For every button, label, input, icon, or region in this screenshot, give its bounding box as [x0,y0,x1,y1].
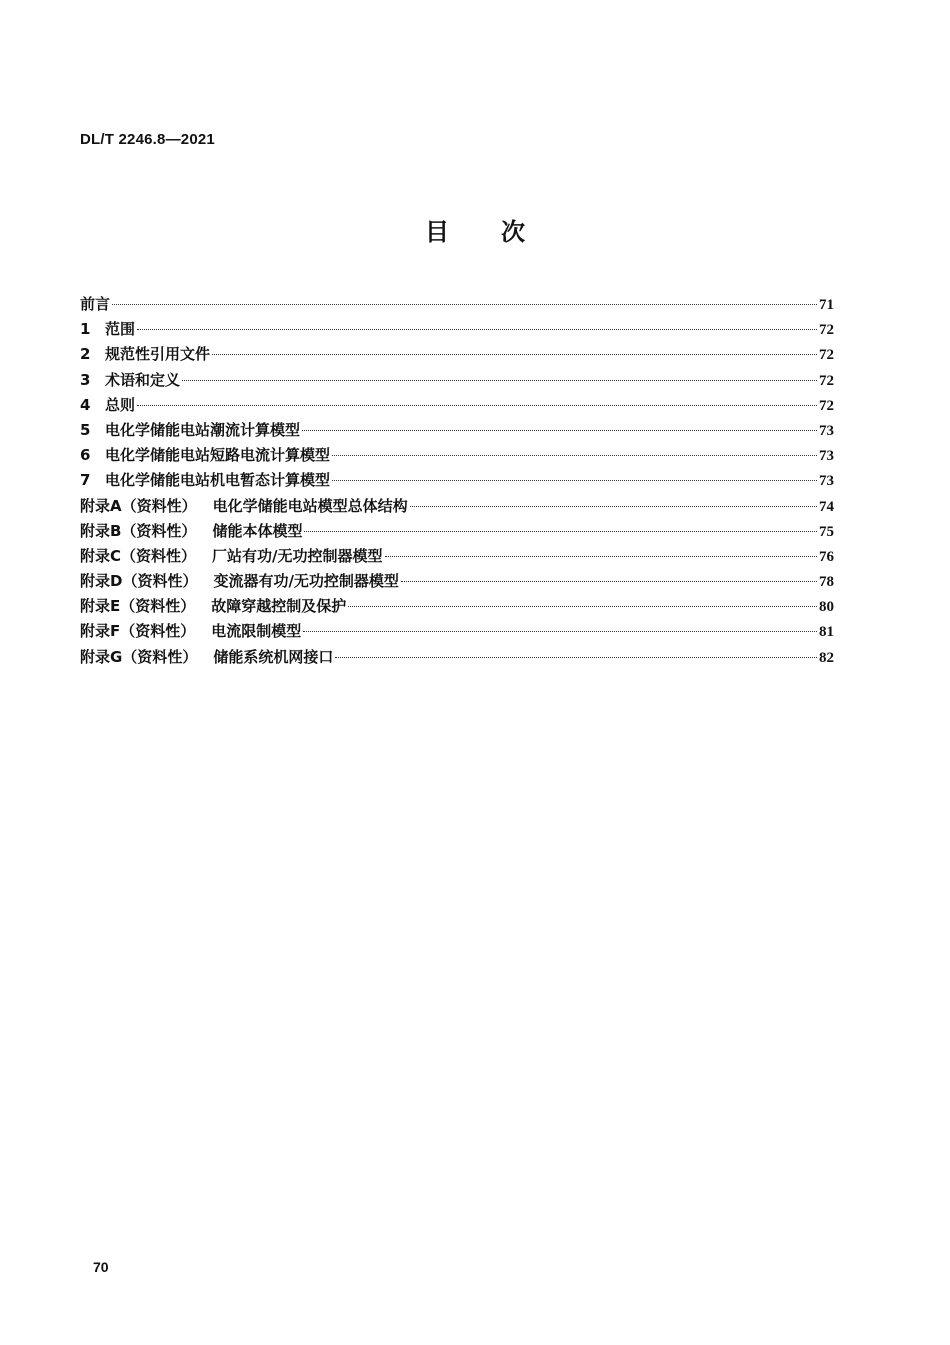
toc-entry-number: 附录D（资料性） [80,572,198,591]
toc-entry-page: 71 [819,297,834,313]
toc-entry-appendix-a[interactable] [80,494,834,519]
toc-entry-appendix-f[interactable] [80,619,834,644]
toc-dot-leader [182,380,817,381]
toc-dot-leader [303,631,817,632]
toc-dot-leader [335,657,817,658]
toc-dot-leader [385,556,818,557]
toc-entry-label: 电化学储能电站模型总体结构 [212,496,408,515]
toc-entry-appendix-c[interactable] [80,544,834,569]
toc-entry-number: 5 [80,420,91,439]
toc-entry-page: 76 [819,548,834,565]
toc-entry-appendix-d[interactable] [80,569,834,594]
toc-entry-label: 储能系统机网接口 [213,647,334,666]
toc-entry-number: 附录F（资料性） [80,622,196,641]
toc-entry-page: 81 [819,624,834,641]
toc-entry-label: 厂站有功/无功控制器模型 [212,546,383,565]
toc-entry-label: 电流限制模型 [211,622,302,641]
table-of-contents [80,292,834,670]
toc-entry-page: 72 [819,372,834,389]
toc-entry-number: 2 [80,345,91,364]
toc-entry-page: 82 [819,649,834,666]
toc-entry-number: 4 [80,395,91,414]
toc-entry-label: 电化学储能电站机电暂态计算模型 [105,471,331,490]
toc-entry-number: 3 [80,370,91,389]
toc-entry-1[interactable] [80,317,834,342]
toc-entry-page: 73 [819,422,834,439]
toc-dot-leader [137,329,817,330]
toc-entry-2[interactable] [80,342,834,367]
toc-entry-number: 附录C（资料性） [80,546,197,565]
toc-entry-number: 附录B（资料性） [80,521,197,540]
toc-entry-number: 附录G（资料性） [80,647,198,666]
toc-entry-page: 78 [819,574,834,591]
toc-entry-number: 6 [80,446,91,465]
toc-entry-page: 75 [819,523,834,540]
toc-entry-label: 变流器有功/无功控制器模型 [213,572,399,591]
toc-dot-leader [112,304,817,305]
page-number: 70 [93,1259,109,1275]
toc-dot-leader [137,405,817,406]
toc-entry-label: 电化学储能电站潮流计算模型 [105,420,301,439]
toc-entry-page: 80 [819,599,834,616]
toc-entry-3[interactable] [80,368,834,393]
toc-entry-page: 72 [819,397,834,414]
toc-entry-label: 规范性引用文件 [105,345,211,364]
toc-entry-foreword[interactable] [80,292,834,317]
toc-entry-label: 术语和定义 [105,370,181,389]
toc-dot-leader [332,455,817,456]
toc-entry-page: 72 [819,347,834,364]
toc-entry-5[interactable] [80,418,834,443]
toc-entry-4[interactable] [80,393,834,418]
toc-entry-label: 故障穿越控制及保护 [211,597,347,616]
toc-entry-page: 74 [819,498,834,515]
toc-entry-page: 72 [819,322,834,339]
toc-entry-page: 73 [819,473,834,490]
toc-dot-leader [410,506,817,507]
toc-dot-leader [401,581,817,582]
toc-entry-label: 总则 [105,395,136,414]
toc-entry-number: 7 [80,471,91,490]
toc-dot-leader [302,430,817,431]
toc-entry-number: 1 [80,320,91,339]
toc-entry-appendix-e[interactable] [80,594,834,619]
toc-entry-appendix-b[interactable] [80,519,834,544]
page-title: 目次 [425,218,577,246]
toc-entry-6[interactable] [80,443,834,468]
toc-entry-7[interactable] [80,468,834,493]
toc-entry-number: 附录A（资料性） [80,496,197,515]
toc-dot-leader [212,354,817,355]
toc-entry-label: 电化学储能电站短路电流计算模型 [105,446,331,465]
toc-entry-label: 储能本体模型 [212,521,303,540]
toc-entry-appendix-g[interactable] [80,645,834,670]
toc-dot-leader [348,606,817,607]
toc-entry-label: 前言 [80,295,111,313]
toc-entry-number: 附录E（资料性） [80,597,196,616]
toc-entry-page: 73 [819,448,834,465]
toc-dot-leader [304,531,817,532]
toc-entry-label: 范围 [105,320,136,339]
standard-code: DL/T 2246.8—2021 [80,131,215,148]
toc-dot-leader [332,480,817,481]
